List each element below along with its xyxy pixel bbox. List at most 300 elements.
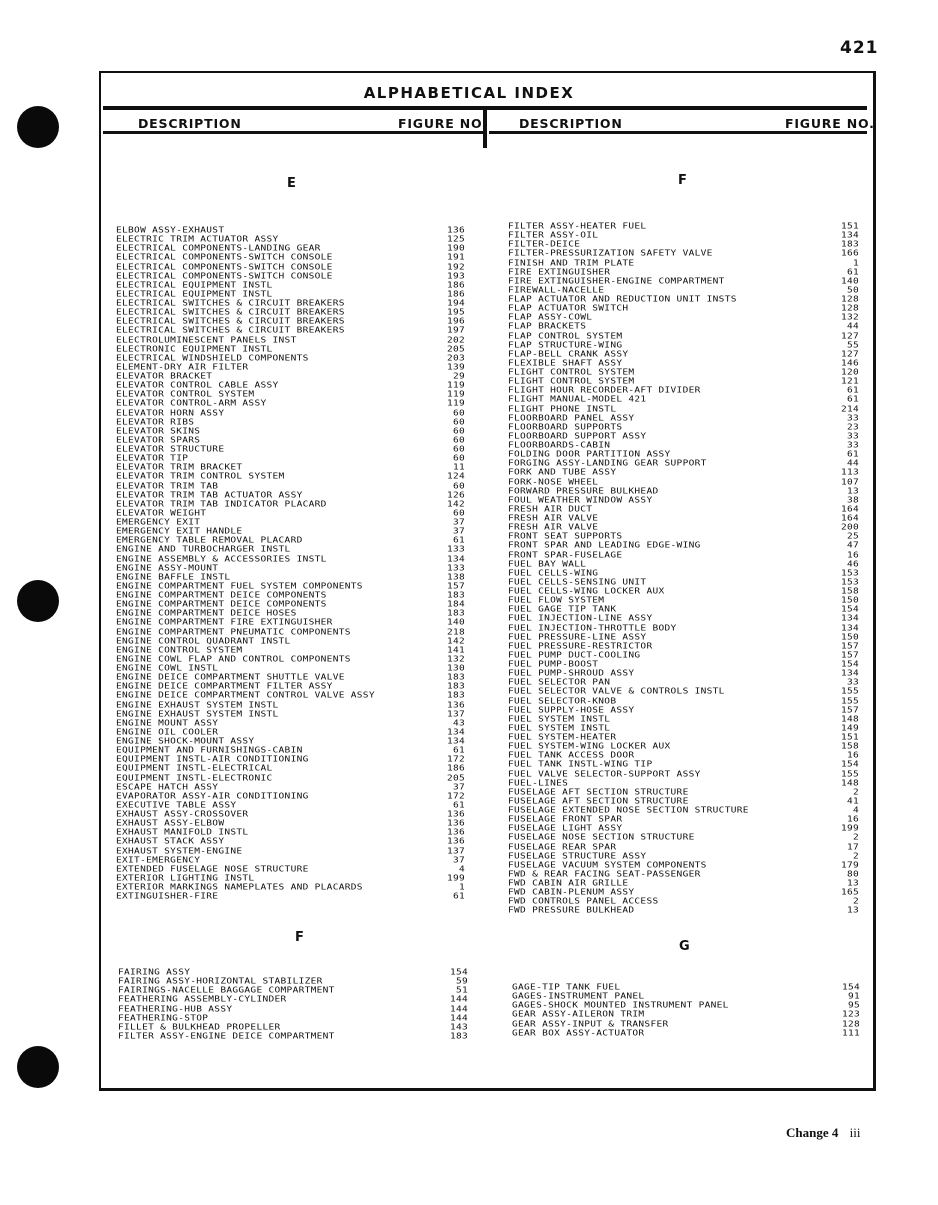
entry-figure-number: 205 [446, 344, 465, 354]
entry-figure-number: 142 [446, 636, 465, 646]
entry-description: EXIT-EMERGENCY [116, 855, 201, 865]
index-entry [116, 381, 465, 390]
entry-description: ELECTRICAL EQUIPMENT INSTL [116, 289, 273, 299]
entry-description: FUSELAGE VACUUM SYSTEM COMPONENTS [508, 860, 707, 870]
header-figure-left: FIGURE NO. [398, 116, 488, 131]
page-number: 421 [840, 38, 879, 58]
entry-description: FUEL SELECTOR VALVE & CONTROLS INSTL [508, 687, 725, 697]
index-entry [118, 968, 468, 977]
entry-figure-number: 191 [446, 253, 465, 263]
index-entry [116, 317, 465, 326]
entry-description: ELECTRICAL WINDSHIELD COMPONENTS [116, 353, 309, 363]
entry-description: ELEVATOR TRIM TAB [116, 481, 219, 491]
entry-description: FEATHERING-STOP [118, 1013, 209, 1023]
entry-description: FEATHERING ASSEMBLY-CYLINDER [118, 995, 287, 1005]
entry-figure-number: 136 [446, 819, 465, 829]
entry-description: EXECUTIVE TABLE ASSY [116, 800, 237, 810]
entry-description: FUEL SYSTEM-WING LOCKER AUX [508, 742, 671, 752]
entry-description: FIRE EXTINGUISHER-ENGINE COMPARTMENT [508, 276, 725, 286]
entry-figure-number: 119 [446, 390, 465, 400]
entry-figure-number: 46 [846, 559, 859, 569]
entry-description: FRONT SPAR AND LEADING EDGE-WING [508, 541, 701, 551]
section-letter-g: G [679, 939, 690, 954]
index-entry [118, 1023, 468, 1032]
index-entry [508, 824, 859, 833]
entry-figure-number: 183 [446, 682, 465, 692]
entry-description: EXHAUST SYSTEM-ENGINE [116, 846, 243, 856]
index-entry [508, 313, 859, 322]
entry-description: FUEL INJECTION-LINE ASSY [508, 614, 653, 624]
entry-description: ENGINE BAFFLE INSTL [116, 572, 231, 582]
entry-figure-number: 153 [840, 568, 859, 578]
entry-description: ELECTRICAL COMPONENTS-SWITCH CONSOLE [116, 271, 333, 281]
entry-description: FUEL CELLS-WING LOCKER AUX [508, 587, 665, 597]
entry-figure-number: 132 [840, 313, 859, 323]
entry-description: FUSELAGE LIGHT ASSY [508, 824, 623, 834]
index-entry [508, 450, 859, 459]
entry-description: FIRE EXTINGUISHER [508, 267, 611, 277]
index-entry [116, 354, 465, 363]
entry-description: FUEL CELLS-WING [508, 568, 599, 578]
index-entry [512, 1020, 860, 1029]
entry-description: ELECTRICAL COMPONENTS-SWITCH CONSOLE [116, 262, 333, 272]
index-entry [508, 897, 859, 906]
entry-figure-number: 194 [446, 299, 465, 309]
entry-description: ENGINE COMPARTMENT DEICE COMPONENTS [116, 600, 327, 610]
entry-figure-number: 61 [846, 395, 859, 405]
entry-description: FWD CABIN-PLENUM ASSY [508, 888, 635, 898]
entry-description: FUSELAGE AFT SECTION STRUCTURE [508, 796, 689, 806]
entry-figure-number: 33 [846, 441, 859, 451]
entry-figure-number: 183 [446, 591, 465, 601]
index-entry [116, 527, 465, 536]
entry-description: ELECTRONIC EQUIPMENT INSTL [116, 344, 273, 354]
entry-description: FILTER ASSY-ENGINE DEICE COMPARTMENT [118, 1031, 335, 1041]
entry-figure-number: 144 [449, 1004, 468, 1014]
entry-figure-number: 23 [846, 422, 859, 432]
index-entry [508, 642, 859, 651]
entry-description: ELECTROLUMINESCENT PANELS INST [116, 335, 297, 345]
index-entry [508, 870, 859, 879]
entry-figure-number: 91 [847, 992, 860, 1002]
entry-figure-number: 140 [446, 618, 465, 628]
entry-figure-number: 136 [446, 226, 465, 236]
entry-description: ENGINE COMPARTMENT PNEUMATIC COMPONENTS [116, 627, 351, 637]
entry-figure-number: 155 [840, 687, 859, 697]
entry-description: FUEL TANK INSTL-WING TIP [508, 760, 653, 770]
entry-figure-number: 37 [452, 518, 465, 528]
entry-description: ELEVATOR TRIM TAB ACTUATOR ASSY [116, 490, 303, 500]
entry-figure-number: 125 [446, 235, 465, 245]
entry-description: FLOORBOARD PANEL ASSY [508, 413, 635, 423]
entry-figure-number: 60 [452, 417, 465, 427]
index-entry [508, 487, 859, 496]
entry-figure-number: 142 [446, 499, 465, 509]
index-entry [116, 783, 465, 792]
entry-description: FLIGHT CONTROL SYSTEM [508, 377, 635, 387]
index-entry [116, 326, 465, 335]
entry-description: ENGINE SHOCK-MOUNT ASSY [116, 737, 255, 747]
index-entry [508, 651, 859, 660]
entry-description: ELECTRICAL SWITCHES & CIRCUIT BREAKERS [116, 308, 345, 318]
entry-figure-number: 16 [846, 751, 859, 761]
index-entry [508, 414, 859, 423]
index-entry [116, 746, 465, 755]
entry-description: FUEL SELECTOR-KNOB [508, 696, 617, 706]
index-entry [116, 837, 465, 846]
entry-description: ELECTRICAL SWITCHES & CIRCUIT BREAKERS [116, 326, 345, 336]
entry-description: FUEL CELLS-SENSING UNIT [508, 577, 647, 587]
index-entry [508, 231, 859, 240]
entry-figure-number: 51 [455, 986, 468, 996]
entry-description: FLAP ACTUATOR SWITCH [508, 304, 629, 314]
entry-description: FLIGHT HOUR RECORDER-AFT DIVIDER [508, 386, 701, 396]
entry-description: ELEVATOR HORN ASSY [116, 408, 225, 418]
entry-figure-number: 184 [446, 600, 465, 610]
entry-figure-number: 140 [840, 276, 859, 286]
header-description-left: DESCRIPTION [138, 116, 242, 131]
index-entry [508, 742, 859, 751]
index-entry [508, 806, 859, 815]
entry-description: GAGE-TIP TANK FUEL [512, 983, 621, 993]
index-entry [508, 678, 859, 687]
index-entry [116, 682, 465, 691]
entry-figure-number: 4 [852, 806, 859, 816]
entry-description: FUSELAGE FRONT SPAR [508, 815, 623, 825]
entry-figure-number: 133 [446, 563, 465, 573]
entry-figure-number: 123 [841, 1010, 860, 1020]
entry-figure-number: 38 [846, 495, 859, 505]
footer-change [786, 1125, 860, 1141]
entry-figure-number: 60 [452, 454, 465, 464]
entry-figure-number: 60 [452, 508, 465, 518]
index-entry [116, 874, 465, 883]
entry-figure-number: 146 [840, 358, 859, 368]
index-entry [116, 847, 465, 856]
index-entry [508, 770, 859, 779]
entry-figure-number: 113 [840, 468, 859, 478]
index-entry [508, 733, 859, 742]
entry-description: EQUIPMENT INSTL-ELECTRICAL [116, 764, 273, 774]
entry-description: GEAR ASSY-INPUT & TRANSFER [512, 1019, 669, 1029]
entry-figure-number: 166 [840, 249, 859, 259]
entry-figure-number: 139 [446, 362, 465, 372]
index-entry [508, 277, 859, 286]
entry-description: FIREWALL-NACELLE [508, 285, 605, 295]
entry-description: FUEL INJECTION-THROTTLE BODY [508, 623, 677, 633]
entry-figure-number: 33 [846, 678, 859, 688]
entry-description: EVAPORATOR ASSY-AIR CONDITIONING [116, 791, 309, 801]
index-entry [508, 541, 859, 550]
entry-description: ENGINE COWL FLAP AND CONTROL COMPONENTS [116, 654, 351, 664]
index-entry [116, 664, 465, 673]
entry-description: ELEVATOR SKINS [116, 426, 201, 436]
entry-description: FUEL VALVE SELECTOR-SUPPORT ASSY [508, 769, 701, 779]
header-description-right: DESCRIPTION [519, 116, 623, 131]
page-title: ALPHABETICAL INDEX [363, 84, 575, 102]
entry-figure-number: 120 [840, 368, 859, 378]
index-entry [512, 1029, 860, 1038]
index-entry [508, 815, 859, 824]
entry-figure-number: 218 [446, 627, 465, 637]
entry-figure-number: 179 [840, 860, 859, 870]
entry-description: FAIRING ASSY-HORIZONTAL STABILIZER [118, 977, 323, 987]
index-entry [118, 1014, 468, 1023]
index-entry [116, 856, 465, 865]
entry-description: FUEL SELECTOR PAN [508, 678, 611, 688]
entry-description: FUSELAGE STRUCTURE ASSY [508, 851, 647, 861]
entry-figure-number: 157 [840, 641, 859, 651]
entry-description: FORK-NOSE WHEEL [508, 477, 599, 487]
index-entry [508, 405, 859, 414]
entry-description: ELEVATOR CONTROL-ARM ASSY [116, 399, 267, 409]
entry-description: FUEL SUPPLY-HOSE ASSY [508, 705, 635, 715]
index-entry [116, 427, 465, 436]
entry-figure-number: 119 [446, 381, 465, 391]
entry-figure-number: 165 [840, 888, 859, 898]
header-figure-right: FIGURE NO. [785, 116, 875, 131]
entry-figure-number: 60 [452, 426, 465, 436]
entry-description: FUEL TANK ACCESS DOOR [508, 751, 635, 761]
entry-figure-number: 29 [452, 372, 465, 382]
entry-figure-number: 1 [458, 883, 465, 893]
index-entry [116, 564, 465, 573]
index-entry [116, 646, 465, 655]
index-entry [508, 523, 859, 532]
index-entry [508, 341, 859, 350]
entry-description: ELEVATOR CONTROL SYSTEM [116, 390, 255, 400]
entry-figure-number: 148 [840, 714, 859, 724]
entry-figure-number: 183 [446, 691, 465, 701]
index-entry [508, 359, 859, 368]
entry-description: ELEVATOR TRIM TAB INDICATOR PLACARD [116, 499, 327, 509]
index-entry [116, 372, 465, 381]
entry-figure-number: 200 [840, 523, 859, 533]
entry-description: EQUIPMENT INSTL-ELECTRONIC [116, 773, 273, 783]
entry-description: ENGINE COMPARTMENT DEICE COMPONENTS [116, 591, 327, 601]
entry-figure-number: 61 [452, 800, 465, 810]
index-entry [508, 788, 859, 797]
index-entry [116, 801, 465, 810]
entry-description: ENGINE COMPARTMENT FUEL SYSTEM COMPONENTS [116, 581, 363, 591]
index-entry [116, 828, 465, 837]
index-entry [508, 614, 859, 623]
entry-figure-number: 25 [846, 532, 859, 542]
index-entry [508, 843, 859, 852]
index-entry [508, 249, 859, 258]
index-list-g [512, 983, 860, 1038]
entry-description: FLEXIBLE SHAFT ASSY [508, 358, 623, 368]
entry-description: ENGINE CONTROL SYSTEM [116, 645, 243, 655]
index-entry [116, 244, 465, 253]
index-entry [508, 532, 859, 541]
entry-description: FLAP ASSY-COWL [508, 313, 593, 323]
entry-description: FLOORBOARD SUPPORTS [508, 422, 623, 432]
entry-figure-number: 59 [455, 977, 468, 987]
index-entry [508, 852, 859, 861]
entry-figure-number: 136 [446, 700, 465, 710]
entry-figure-number: 124 [446, 472, 465, 482]
entry-figure-number: 137 [446, 709, 465, 719]
entry-description: EXTENDED FUSELAGE NOSE STRUCTURE [116, 864, 309, 874]
index-list-f-right [508, 222, 859, 916]
entry-figure-number: 61 [846, 386, 859, 396]
index-entry [508, 304, 859, 313]
index-entry [116, 673, 465, 682]
entry-description: ELECTRICAL SWITCHES & CIRCUIT BREAKERS [116, 299, 345, 309]
index-entry [508, 432, 859, 441]
index-entry [116, 536, 465, 545]
entry-figure-number: 121 [840, 377, 859, 387]
index-entry [512, 1010, 860, 1019]
entry-description: FILLET & BULKHEAD PROPELLER [118, 1022, 281, 1032]
entry-figure-number: 151 [840, 733, 859, 743]
entry-description: ELEVATOR STRUCTURE [116, 445, 225, 455]
page-roman-numeral: iii [849, 1125, 861, 1140]
index-entry [508, 496, 859, 505]
index-entry [508, 551, 859, 560]
index-entry [508, 268, 859, 277]
index-entry [116, 819, 465, 828]
entry-figure-number: 128 [840, 304, 859, 314]
entry-figure-number: 128 [840, 295, 859, 305]
entry-description: ENGINE DEICE COMPARTMENT FILTER ASSY [116, 682, 333, 692]
index-entry [116, 345, 465, 354]
entry-figure-number: 43 [452, 718, 465, 728]
entry-description: ENGINE ASSY-MOUNT [116, 563, 219, 573]
index-entry [508, 386, 859, 395]
index-entry [508, 441, 859, 450]
entry-description: GEAR BOX ASSY-ACTUATOR [512, 1028, 645, 1038]
entry-figure-number: 164 [840, 514, 859, 524]
index-entry [116, 618, 465, 627]
entry-description: ENGINE EXHAUST SYSTEM INSTL [116, 709, 279, 719]
entry-figure-number: 164 [840, 504, 859, 514]
entry-description: FUEL SYSTEM-HEATER [508, 733, 617, 743]
entry-figure-number: 13 [846, 906, 859, 916]
index-entry [116, 555, 465, 564]
entry-description: FINISH AND TRIM PLATE [508, 258, 635, 268]
entry-description: FAIRING ASSY [118, 968, 191, 978]
entry-figure-number: 17 [846, 842, 859, 852]
section-letter-f-right: F [678, 173, 687, 188]
index-entry [508, 697, 859, 706]
entry-description: FLIGHT MANUAL-MODEL 421 [508, 395, 647, 405]
entry-figure-number: 136 [446, 828, 465, 838]
entry-figure-number: 61 [846, 450, 859, 460]
index-entry [508, 888, 859, 897]
entry-description: FUSELAGE AFT SECTION STRUCTURE [508, 787, 689, 797]
entry-figure-number: 199 [446, 873, 465, 883]
index-entry [118, 1032, 468, 1041]
entry-figure-number: 192 [446, 262, 465, 272]
entry-description: ENGINE COMPARTMENT DEICE HOSES [116, 609, 297, 619]
index-entry [508, 259, 859, 268]
index-entry [508, 468, 859, 477]
entry-description: FUEL BAY WALL [508, 559, 587, 569]
entry-description: ELEVATOR BRACKET [116, 372, 213, 382]
entry-description: FLIGHT PHONE INSTL [508, 404, 617, 414]
entry-description: FWD PRESSURE BULKHEAD [508, 906, 635, 916]
entry-figure-number: 154 [840, 760, 859, 770]
index-entry [116, 591, 465, 600]
entry-figure-number: 60 [452, 445, 465, 455]
index-list-e [116, 226, 465, 901]
entry-description: FRONT SEAT SUPPORTS [508, 532, 623, 542]
binder-hole [17, 580, 59, 622]
index-entry [508, 906, 859, 915]
index-entry [508, 560, 859, 569]
entry-figure-number: 128 [841, 1019, 860, 1029]
index-entry [116, 810, 465, 819]
entry-figure-number: 158 [840, 742, 859, 752]
index-entry [116, 308, 465, 317]
index-entry [116, 281, 465, 290]
index-entry [116, 637, 465, 646]
entry-description: FLAP BRACKETS [508, 322, 587, 332]
index-entry [508, 322, 859, 331]
entry-description: FWD & REAR FACING SEAT-PASSENGER [508, 869, 701, 879]
entry-description: ELECTRICAL SWITCHES & CIRCUIT BREAKERS [116, 317, 345, 327]
entry-figure-number: 33 [846, 413, 859, 423]
index-entry [116, 609, 465, 618]
index-entry [508, 715, 859, 724]
index-entry [512, 1001, 860, 1010]
index-entry [116, 701, 465, 710]
entry-description: FILTER-PRESSURIZATION SAFETY VALVE [508, 249, 713, 259]
entry-figure-number: 172 [446, 791, 465, 801]
entry-figure-number: 133 [446, 545, 465, 555]
index-entry [508, 240, 859, 249]
entry-figure-number: 153 [840, 577, 859, 587]
entry-description: EXHAUST STACK ASSY [116, 837, 225, 847]
entry-figure-number: 155 [840, 696, 859, 706]
index-entry [116, 491, 465, 500]
entry-description: FUEL SYSTEM INSTL [508, 714, 611, 724]
entry-description: FLAP ACTUATOR AND REDUCTION UNIT INSTS [508, 295, 737, 305]
index-entry [116, 418, 465, 427]
index-entry [508, 751, 859, 760]
index-entry [116, 719, 465, 728]
index-entry [116, 892, 465, 901]
entry-description: FUEL PUMP-SHROUD ASSY [508, 669, 635, 679]
entry-description: ENGINE EXHAUST SYSTEM INSTL [116, 700, 279, 710]
index-entry [116, 509, 465, 518]
entry-description: EXHAUST ASSY-CROSSOVER [116, 810, 249, 820]
index-entry [508, 332, 859, 341]
entry-figure-number: 196 [446, 317, 465, 327]
entry-figure-number: 134 [446, 737, 465, 747]
section-letter-e: E [287, 176, 296, 191]
entry-figure-number: 16 [846, 550, 859, 560]
index-entry [116, 226, 465, 235]
entry-figure-number: 199 [840, 824, 859, 834]
entry-description: ELEVATOR CONTROL CABLE ASSY [116, 381, 279, 391]
entry-description: ENGINE OIL COOLER [116, 727, 219, 737]
index-entry [508, 578, 859, 587]
entry-description: FUEL SYSTEM INSTL [508, 723, 611, 733]
index-entry [508, 395, 859, 404]
entry-description: ENGINE DEICE COMPARTMENT SHUTTLE VALVE [116, 673, 345, 683]
entry-figure-number: 37 [452, 527, 465, 537]
index-entry [508, 669, 859, 678]
index-entry [508, 596, 859, 605]
entry-description: FUSELAGE REAR SPAR [508, 842, 617, 852]
index-entry [508, 624, 859, 633]
entry-description: FUEL FLOW SYSTEM [508, 596, 605, 606]
entry-description: FUEL-LINES [508, 778, 569, 788]
entry-figure-number: 37 [452, 855, 465, 865]
